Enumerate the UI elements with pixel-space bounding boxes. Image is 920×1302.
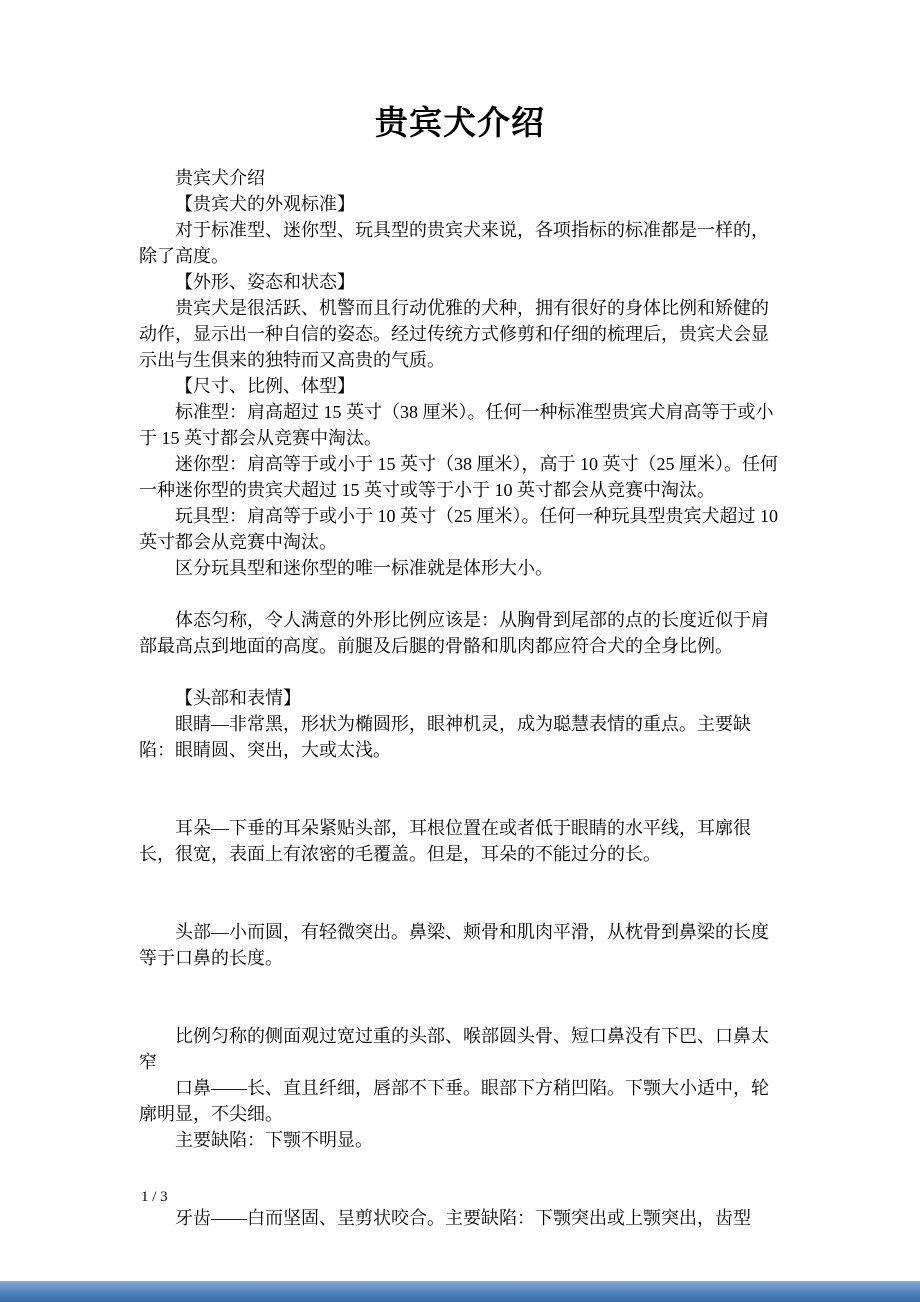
paragraph: 区分玩具型和迷你型的唯一标准就是体形大小。	[175, 557, 553, 578]
paragraph: 口鼻——长、直且纤细，唇部不下垂。眼部下方稍凹陷。下颚大小适中，轮廓明显，不尖细。	[139, 1077, 769, 1124]
blank-line	[139, 971, 781, 997]
paragraph: 比例匀称的侧面观过宽过重的头部、喉部圆头骨、短口鼻没有下巴、口鼻太窄	[139, 1025, 769, 1072]
paragraph: 牙齿——白而坚固、呈剪状咬合。主要缺陷：下颚突出或上颚突出，齿型	[175, 1207, 751, 1228]
paragraph: 眼睛—非常黑，形状为椭圆形，眼神机灵，成为聪慧表情的重点。主要缺陷：眼睛圆、突出，大或太浅。	[139, 713, 751, 760]
blank-line	[139, 997, 781, 1023]
blank-line	[139, 763, 781, 789]
blank-line	[139, 789, 781, 815]
bottom-accent-bar	[0, 1281, 920, 1302]
paragraph: 标准型：肩高超过 15 英寸（38 厘米）。任何一种标准型贵宾犬肩高等于或小于 15 英寸都会从竞赛中淘汰。	[139, 401, 774, 448]
blank-line	[139, 581, 781, 607]
paragraph: 【贵宾犬的外观标准】	[175, 193, 355, 214]
paragraph: 耳朵—下垂的耳朵紧贴头部，耳根位置在或者低于眼睛的水平线，耳廓很长，很宽，表面上有浓密的毛覆盖。但是，耳朵的不能过分的长。	[139, 817, 751, 864]
paragraph: 贵宾犬介绍	[175, 167, 265, 188]
paragraph: 贵宾犬是很活跃、机警而且行动优雅的犬种，拥有很好的身体比例和矫健的动作，显示出一种自信的姿态。经过传统方式修剪和仔细的梳理后，贵宾犬会显示出与生俱来的独特而又高贵的气质。	[139, 297, 769, 370]
blank-line	[139, 1179, 781, 1205]
paragraph: 对于标准型、迷你型、玩具型的贵宾犬来说，各项指标的标准都是一样的，除了高度。	[139, 219, 769, 266]
paragraph: 体态匀称，令人满意的外形比例应该是：从胸骨到尾部的点的长度近似于肩部最高点到地面的高度。前腿及后腿的骨骼和肌肉都应符合犬的全身比例。	[139, 609, 769, 656]
paragraph: 主要缺陷：下颚不明显。	[175, 1129, 373, 1150]
blank-line	[139, 659, 781, 685]
blank-line	[139, 893, 781, 919]
paragraph: 【尺寸、比例、体型】	[175, 375, 355, 396]
paragraph: 头部—小而圆，有轻微突出。鼻梁、颊骨和肌肉平滑，从枕骨到鼻梁的长度等于口鼻的长度。	[139, 921, 769, 968]
paragraph: 迷你型：肩高等于或小于 15 英寸（38 厘米），高于 10 英寸（25 厘米）。任何一种迷你型的贵宾犬超过 15 英寸或等于小于 10 英寸都会从竞赛中淘汰。	[139, 453, 778, 500]
blank-line	[139, 1153, 781, 1179]
blank-line	[139, 867, 781, 893]
document-body	[139, 165, 781, 1231]
paragraph: 【外形、姿态和状态】	[175, 271, 355, 292]
page-number: 1 / 3	[141, 1189, 168, 1205]
paragraph: 玩具型：肩高等于或小于 10 英寸（25 厘米）。任何一种玩具型贵宾犬超过 10 英寸都会从竞赛中淘汰。	[139, 505, 778, 552]
paragraph: 【头部和表情】	[175, 687, 301, 708]
document-title: 贵宾犬介绍	[375, 106, 545, 142]
